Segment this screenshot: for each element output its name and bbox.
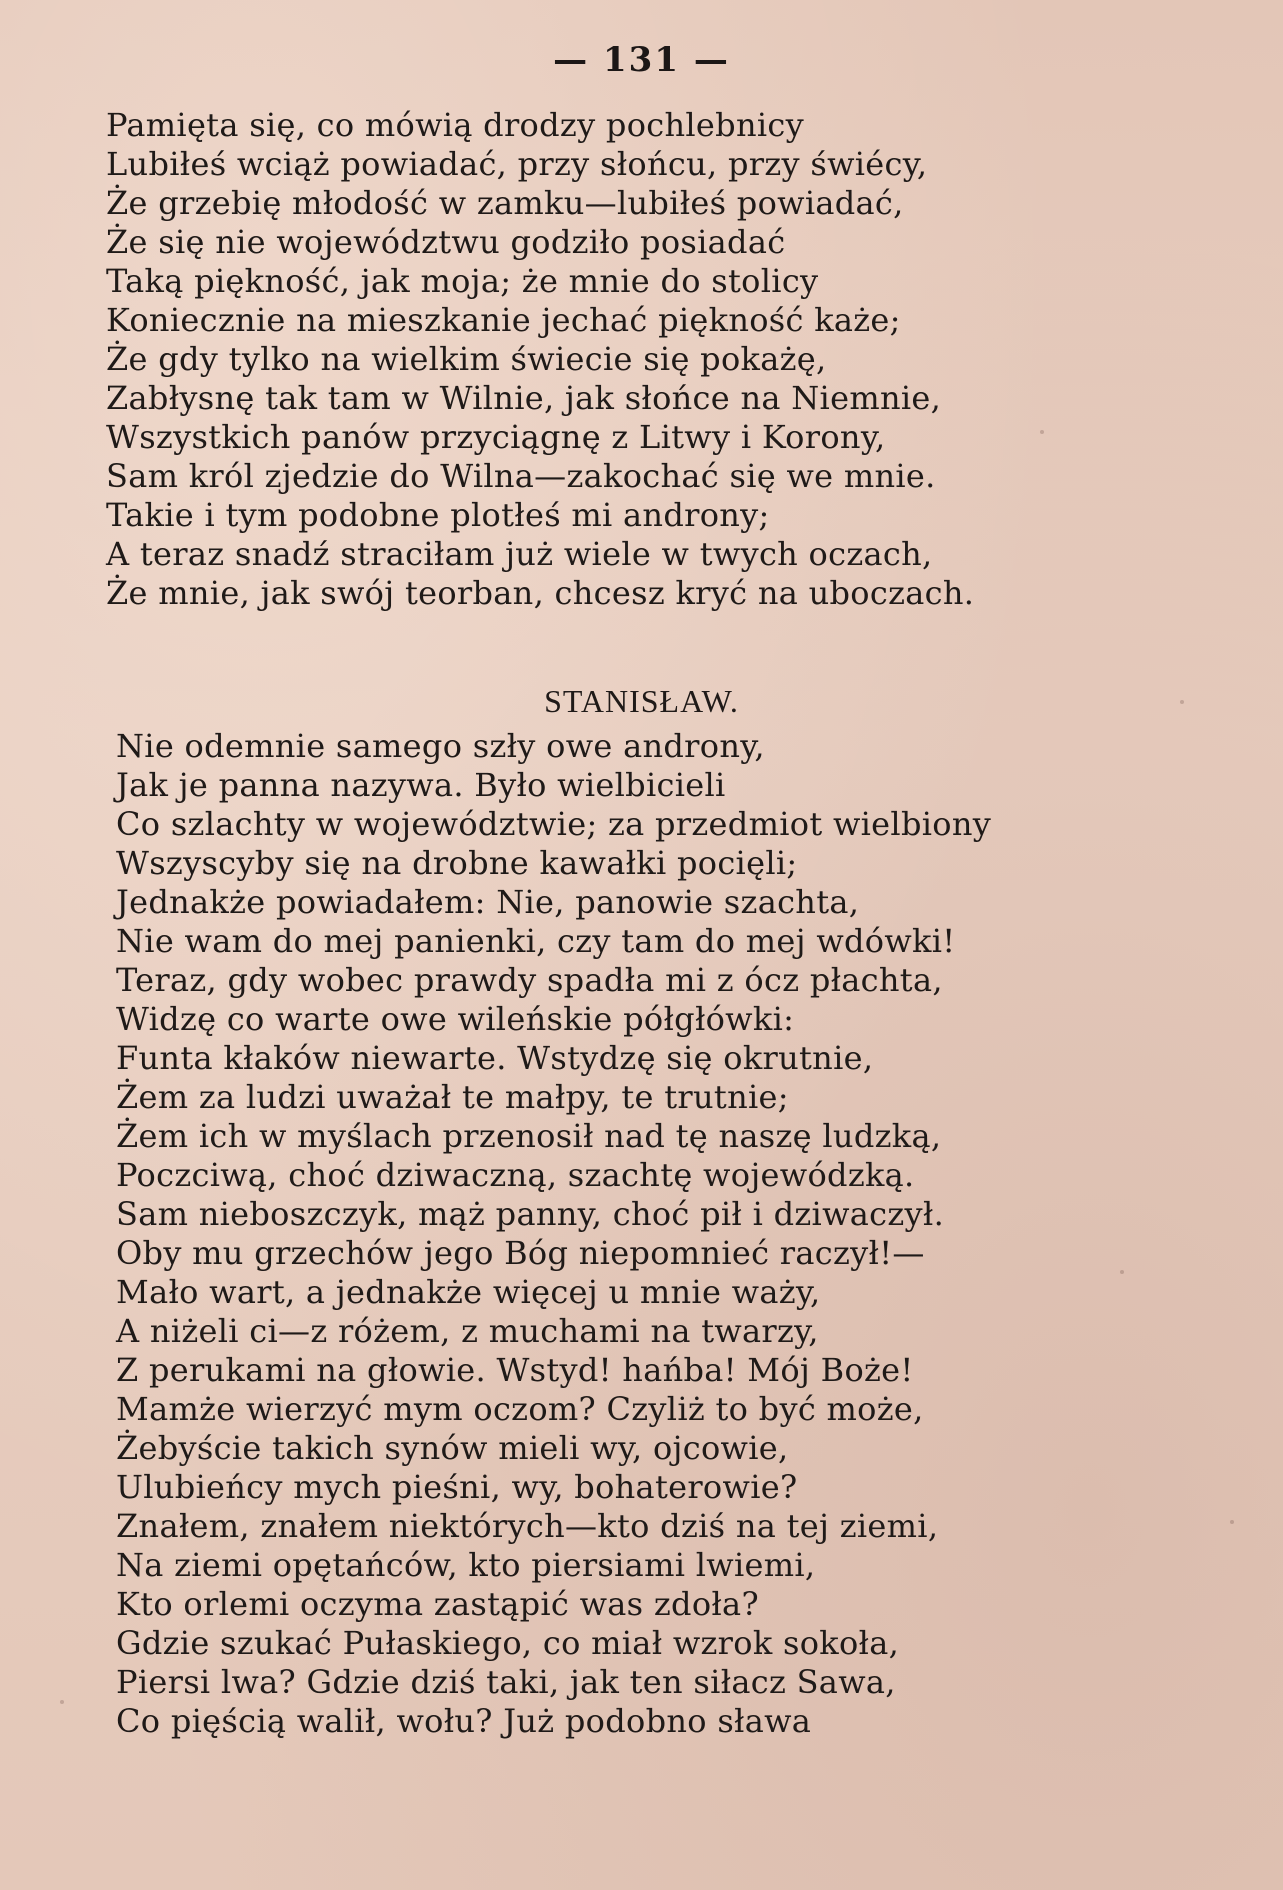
paper-speck: [1120, 1270, 1124, 1274]
verse-line: Co pięścią walił, wołu? Już podobno sława: [116, 1702, 812, 1740]
verse-line: Żebyście takich synów mieli wy, ojcowie,: [116, 1429, 789, 1467]
verse-line: Mało wart, a jednakże więcej u mnie waży,: [116, 1273, 821, 1311]
verse-line: Wszyscyby się na drobne kawałki pocięli;: [116, 844, 798, 882]
paper-speck: [1040, 430, 1044, 434]
verse-line: Lubiłeś wciąż powiadać, przy słońcu, przy świécy,: [106, 145, 928, 183]
verse-line: Poczciwą, choć dziwaczną, szachtę wojewódzką.: [116, 1156, 915, 1194]
verse-line: Kto orlemi oczyma zastąpić was zdoła?: [116, 1585, 759, 1623]
verse-line: Sam król zjedzie do Wilna—zakochać się we mnie.: [106, 457, 936, 495]
verse-line: Zabłysnę tak tam w Wilnie, jak słońce na Niemnie,: [106, 379, 942, 417]
verse-line: Widzę co warte owe wileńskie półgłówki:: [116, 1000, 795, 1038]
verse-line: Pamięta się, co mówią drodzy pochlebnicy: [106, 106, 804, 144]
verse-line: Jak je panna nazywa. Było wielbicieli: [116, 766, 726, 804]
verse-line: Nie odemnie samego szły owe androny,: [116, 727, 765, 765]
verse-line: Wszystkich panów przyciągnę z Litwy i Korony,: [106, 418, 886, 456]
stanza-2: [116, 727, 991, 1741]
verse-line: Że się nie województwu godziło posiadać: [106, 223, 786, 261]
verse-line: Że mnie, jak swój teorban, chcesz kryć na uboczach.: [106, 574, 975, 612]
verse-line: Że grzebię młodość w zamku—lubiłeś powiadać,: [106, 184, 904, 222]
verse-line: Nie wam do mej panienki, czy tam do mej wdówki!: [116, 922, 956, 960]
verse-line: A niżeli ci—z różem, z muchami na twarzy,: [116, 1312, 819, 1350]
verse-line: Ulubieńcy mych pieśni, wy, bohaterowie?: [116, 1468, 798, 1506]
speaker-name: STANISŁAW.: [544, 683, 739, 719]
page-number: — 131 —: [553, 40, 730, 80]
verse-line: Takie i tym podobne plotłeś mi androny;: [106, 496, 770, 534]
verse-line: Sam nieboszczyk, mąż panny, choć pił i dziwaczył.: [116, 1195, 945, 1233]
verse-line: Funta kłaków niewarte. Wstydzę się okrutnie,: [116, 1039, 874, 1077]
verse-line: A teraz snadź straciłam już wiele w twych oczach,: [106, 535, 933, 573]
verse-line: Żem za ludzi uważał te małpy, te trutnie;: [116, 1078, 789, 1116]
verse-line: Piersi lwa? Gdzie dziś taki, jak ten siłacz Sawa,: [116, 1663, 896, 1701]
verse-line: Koniecznie na mieszkanie jechać piękność każe;: [106, 301, 901, 339]
paper-speck: [60, 1700, 64, 1704]
verse-line: Z perukami na głowie. Wstyd! hańba! Mój Boże!: [116, 1351, 914, 1389]
verse-line: Znałem, znałem niektórych—kto dziś na tej ziemi,: [116, 1507, 939, 1545]
paper-speck: [1230, 1520, 1234, 1524]
verse-line: Oby mu grzechów jego Bóg niepomnieć raczył!—: [116, 1234, 925, 1272]
verse-line: Taką piękność, jak moja; że mnie do stolicy: [106, 262, 819, 300]
verse-line: Gdzie szukać Pułaskiego, co miał wzrok sokoła,: [116, 1624, 900, 1662]
verse-line: Teraz, gdy wobec prawdy spadła mi z ócz płachta,: [116, 961, 943, 999]
verse-line: Co szlachty w województwie; za przedmiot wielbiony: [116, 805, 992, 843]
verse-line: Jednakże powiadałem: Nie, panowie szachta,: [116, 883, 860, 921]
verse-line: Że gdy tylko na wielkim świecie się pokażę,: [106, 340, 827, 378]
verse-line: Na ziemi opętańców, kto piersiami lwiemi,: [116, 1546, 816, 1584]
verse-line: Mamże wierzyć mym oczom? Czyliż to być może,: [116, 1390, 924, 1428]
verse-line: Żem ich w myślach przenosił nad tę naszę ludzką,: [116, 1117, 942, 1155]
stanza-1: [106, 106, 974, 613]
